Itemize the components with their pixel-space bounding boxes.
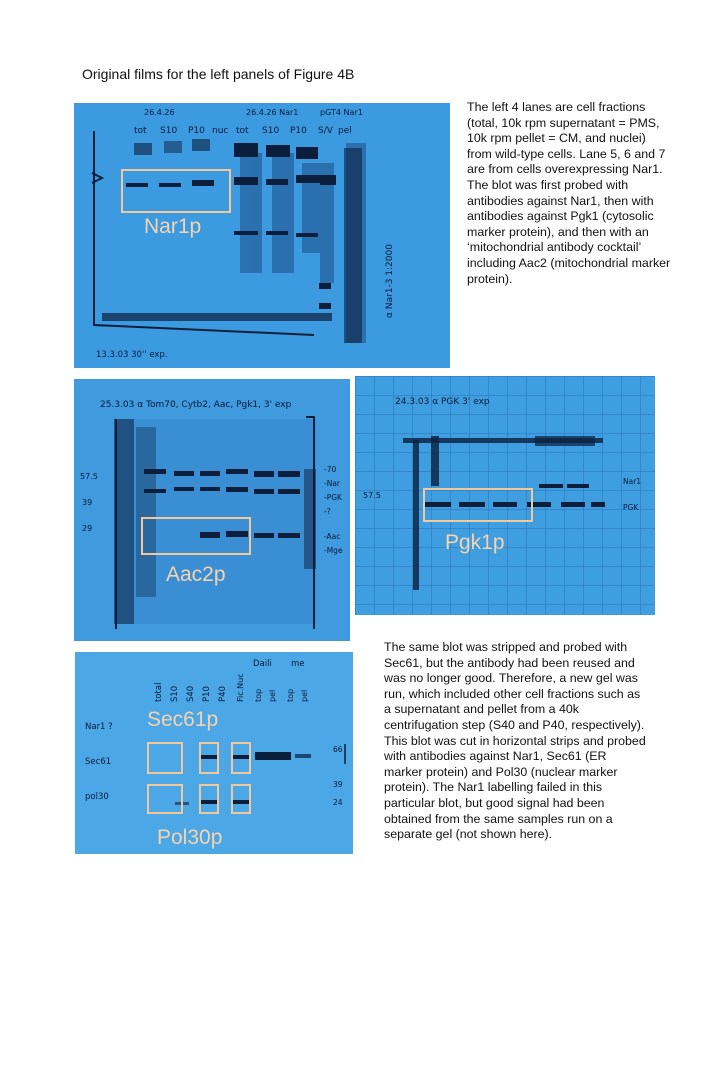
- note1-paragraph1: The left 4 lanes are cell fractions (total, 10k rpm supernatant = PMS, 10k rpm pellet = CM, and nuclei) from wild-type cells. Lane 5, 6 and 7 are from cells overexpressing Nar1.: [467, 100, 666, 177]
- nar1-lane-label: S10: [160, 126, 178, 136]
- nar1-hand-top: 26.4.26: [144, 108, 175, 117]
- aac2-right-marker: -Aac: [324, 532, 341, 541]
- pol30-box-2: [199, 784, 219, 814]
- page-heading: Original films for the left panels of Figure 4B: [82, 66, 355, 82]
- sec61-lane-label: P40: [218, 686, 228, 702]
- sec61-box-3: [231, 742, 251, 774]
- sec61-right-marker: 24: [333, 798, 343, 807]
- sec61-blot-film: [75, 652, 353, 854]
- nar1-blot-film: [74, 103, 450, 368]
- aac2-blot-image: [74, 379, 350, 641]
- sec61-row-label: pol30: [85, 792, 109, 802]
- nar1-lane-label: P10: [188, 126, 205, 136]
- nar1-hand-top2: 26.4.26 Nar1: [246, 108, 299, 117]
- nar1-lane-label: tot: [236, 126, 249, 136]
- sec61-row-label: Nar1 ?: [85, 722, 113, 732]
- sec61-box-1: [147, 742, 183, 774]
- pgk1-right-marker: PGK: [623, 503, 639, 512]
- nar1-lane-label: S/V: [318, 126, 333, 136]
- sec61-lane-label: top: [254, 688, 263, 702]
- nar1-lane-label: tot: [134, 126, 147, 136]
- sec61-lane-label: pel: [300, 689, 309, 702]
- pgk1-right-marker: Nar1: [623, 477, 642, 486]
- nar1-lane-label: nuc: [212, 126, 229, 136]
- pol30-box-3: [231, 784, 251, 814]
- nar1-label: Nar1p: [144, 215, 202, 238]
- sec61-lane-label: S10: [170, 685, 180, 702]
- aac2-marker: 29: [82, 524, 93, 533]
- pol30-label: Pol30p: [157, 826, 223, 849]
- aac2-right-marker: -PGK: [324, 493, 342, 502]
- nar1-highlight-box: [121, 169, 231, 213]
- nar1-blot-image: [74, 103, 450, 368]
- pgk1-label: Pgk1p: [445, 531, 505, 554]
- sec61-right-marker: 39: [333, 780, 343, 789]
- aac2-hand-top: 25.3.03 α Tom70, Cytb2, Aac, Pgk1, 3' exp: [100, 400, 292, 410]
- aac2-marker: 57.5: [80, 472, 98, 481]
- aac2-right-marker: -Mge: [324, 546, 343, 555]
- note-sec61-description: The same blot was stripped and probed with Sec61, but the antibody had been reused and was no longer good. Therefore, a new gel was run, which included other cell fractions such as a supernatant and pellet from a 40k centrifugation step (S40 and P40, respectively). This blot was cut in horizontal strips and probed with antibodies against Nar1, Sec61 (ER marker protein) and Pol30 (nuclear marker protein). The Nar1 labelling failed in this particular blot, but good signal had been obtained from the same samples run on a separate gel (not shown here).: [384, 640, 646, 842]
- aac2-right-marker: -Nar: [324, 479, 340, 488]
- nar1-date: 13.3.03 30'' exp.: [96, 350, 168, 360]
- nar1-lane-label: pel: [338, 126, 352, 136]
- pgk1-hand-top: 24.3.03 α PGK 3' exp: [395, 397, 490, 407]
- nar1-hand-top3: pGT4 Nar1: [320, 108, 363, 117]
- aac2-blot-film: [74, 379, 350, 641]
- sec61-label: Sec61p: [147, 708, 219, 731]
- sec61-group-label: Daili: [253, 659, 272, 669]
- sec61-lane-label: P10: [202, 686, 212, 702]
- pgk1-marker: 57.5: [363, 491, 381, 500]
- aac2-right-marker: -?: [324, 507, 331, 516]
- nar1-lane-label: P10: [290, 126, 307, 136]
- nar1-lane-labels: [134, 126, 352, 136]
- sec61-right-marker: 66: [333, 745, 343, 754]
- pgk1-highlight-box: [423, 488, 533, 522]
- note-nar1-description: [467, 100, 672, 287]
- aac2-highlight-box: [141, 517, 251, 555]
- aac2-marker: 39: [82, 498, 93, 507]
- sec61-group-label: me: [291, 659, 305, 669]
- sec61-row-label: Sec61: [85, 757, 112, 767]
- aac2-right-marker: -70: [324, 465, 337, 474]
- pol30-box-1: [147, 784, 183, 814]
- sec61-lane-label: S40: [186, 685, 196, 702]
- sec61-lane-label: total: [154, 682, 164, 702]
- note1-paragraph2: The blot was first probed with antibodies against Nar1, then with antibodies against Pgk1 (cytosolic marker protein), and then with an ‘mitochondrial antibody cocktail’ including Aac2 (mitochondrial marker protein).: [467, 177, 671, 286]
- nar1-lane-label: S10: [262, 126, 280, 136]
- sec61-box-2: [199, 742, 219, 774]
- aac2-label: Aac2p: [166, 563, 226, 586]
- pgk1-blot-film: [355, 376, 655, 615]
- sec61-lane-label: pel: [268, 689, 277, 702]
- nar1-side-note: α Nar1-3 1:2000: [385, 244, 395, 318]
- sec61-lane-label: Fic.Nuc: [236, 673, 245, 702]
- sec61-lane-label: top: [286, 688, 295, 702]
